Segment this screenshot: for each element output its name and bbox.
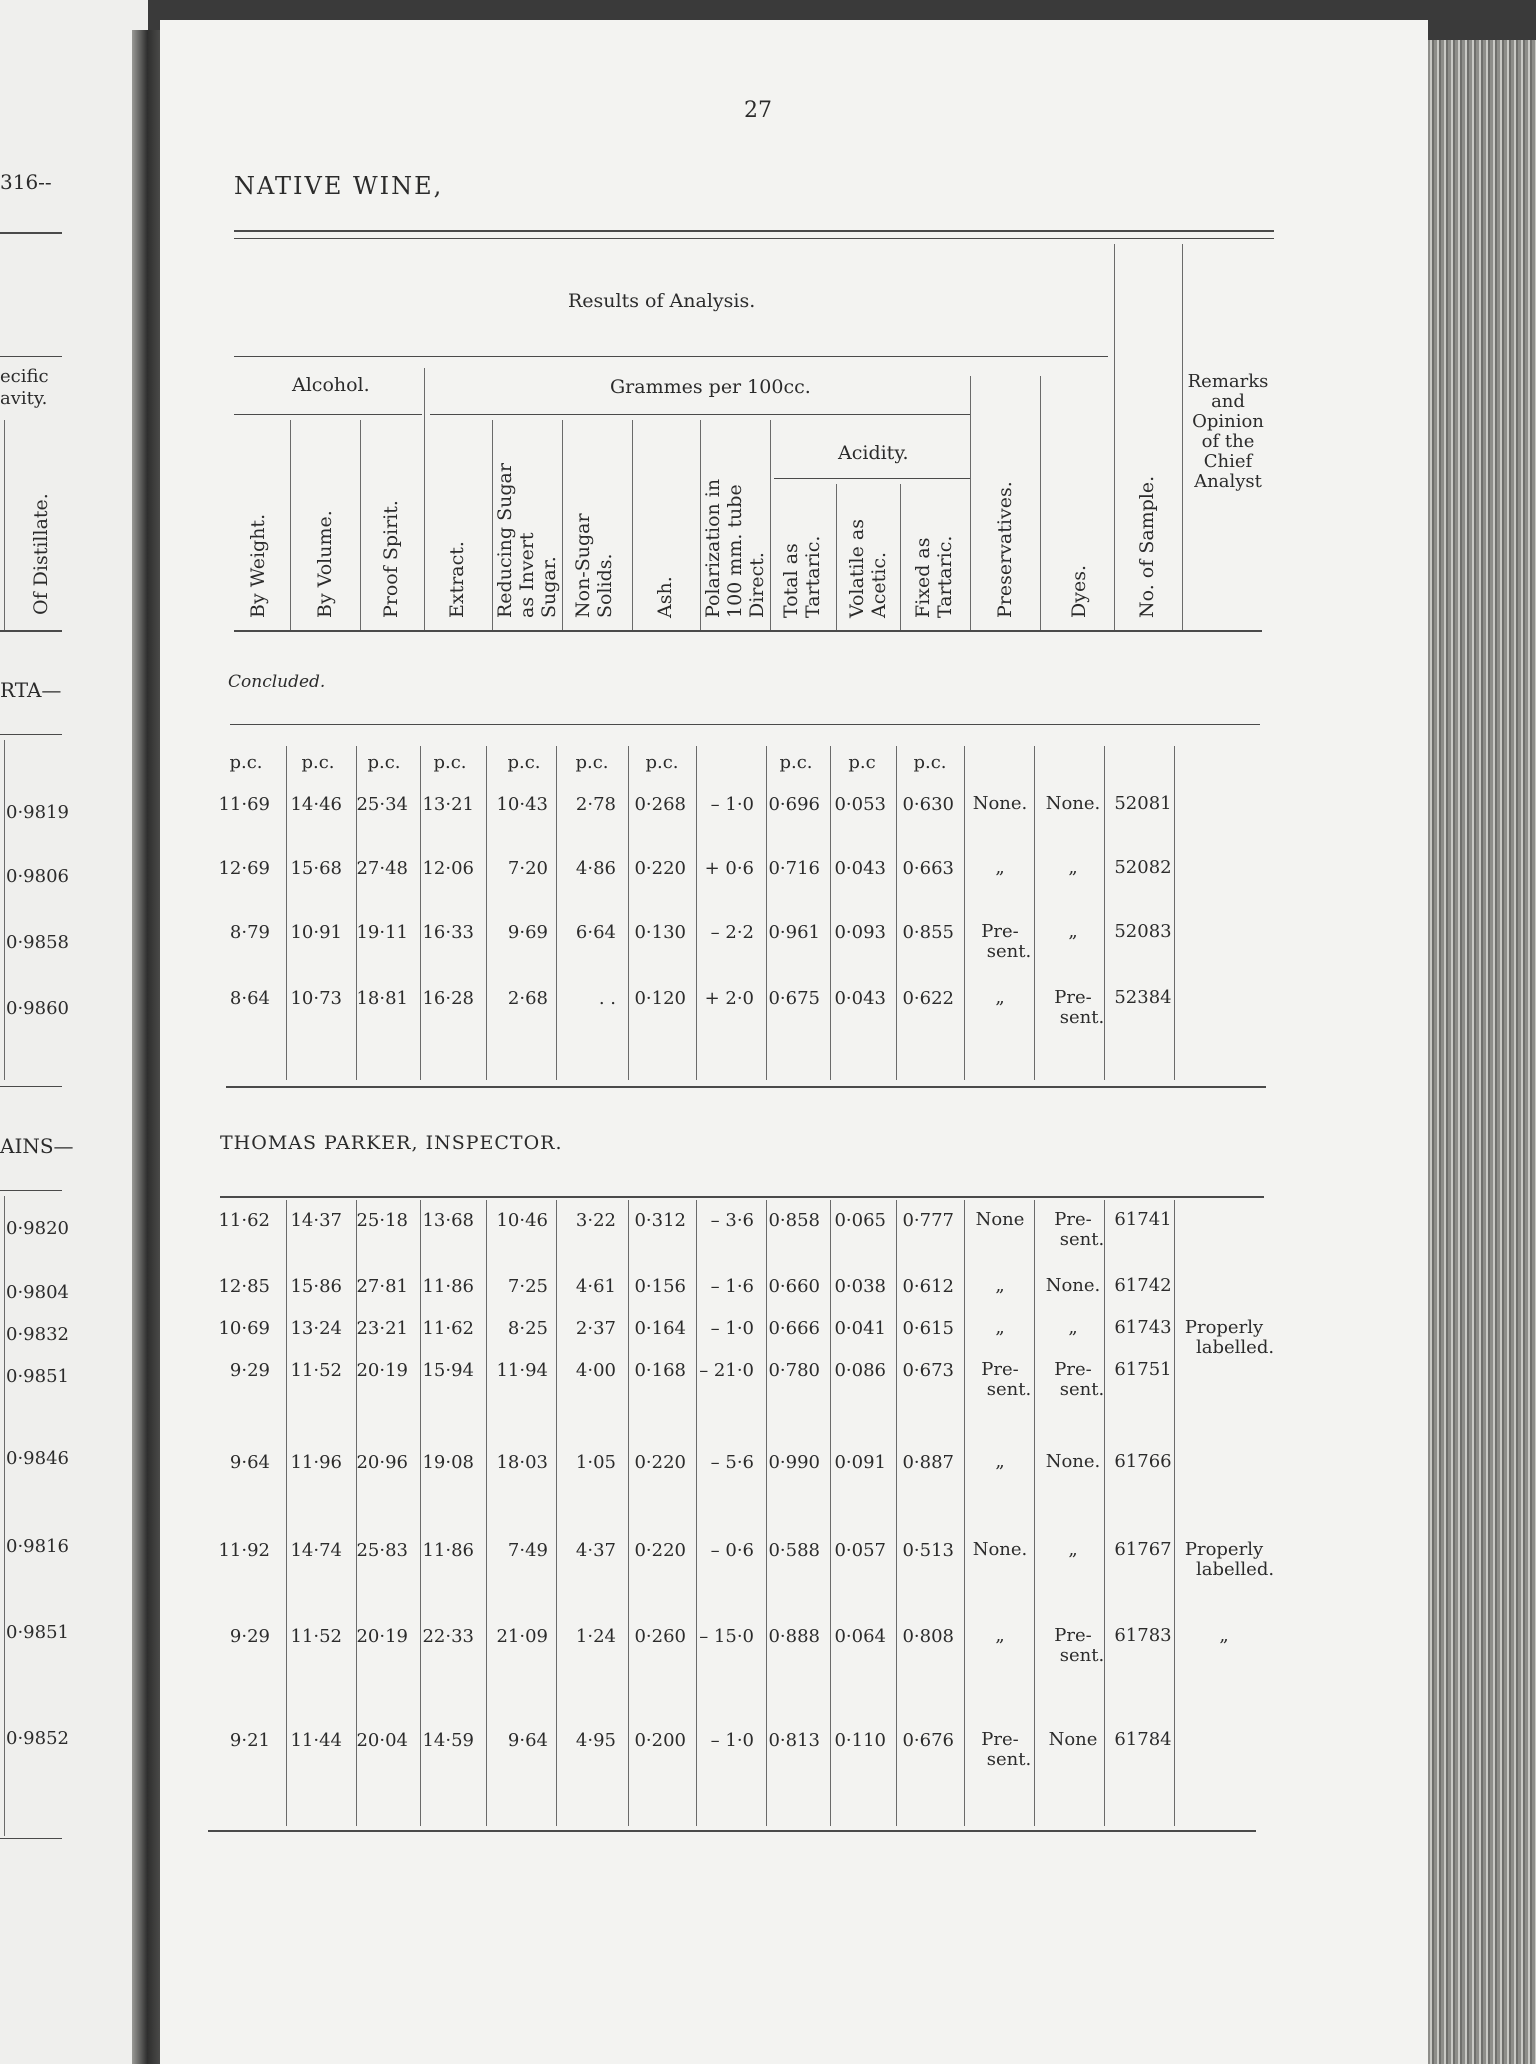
table-cell: 27·81	[356, 1276, 408, 1297]
col-total-tartaric: Total as Tartaric.	[780, 535, 824, 618]
left-value: 0·9858	[6, 932, 69, 953]
table-cell: 14·46	[290, 794, 342, 815]
table-cell: 11·86	[422, 1540, 474, 1561]
table-cell: 4·00	[575, 1360, 616, 1381]
alcohol-header: Alcohol.	[292, 374, 370, 396]
table-cell: 22·33	[422, 1626, 474, 1647]
left-col-rotated: Of Distillate.	[30, 493, 52, 615]
preservatives-cell: „	[995, 1625, 1005, 1646]
left-col-header-2: avity.	[0, 388, 48, 409]
table-cell: 9·29	[229, 1626, 270, 1647]
table-cell: 20·19	[356, 1626, 408, 1647]
table-cell: 0·220	[634, 1540, 686, 1561]
table-cell: 0·091	[834, 1452, 886, 1473]
page-edges	[1420, 40, 1536, 2064]
table-cell: 12·85	[218, 1276, 270, 1297]
left-header-fragment: 316--	[0, 170, 52, 194]
dyes-cell: „	[1068, 857, 1078, 878]
table-cell: 16·33	[422, 922, 474, 943]
preservatives-cell: None	[975, 1209, 1025, 1230]
table-cell: 0·041	[834, 1318, 886, 1339]
table-cell: 11·62	[218, 1210, 270, 1231]
table-cell: 9·64	[229, 1452, 270, 1473]
table-cell: 3·22	[575, 1210, 616, 1231]
concluded-label: Concluded.	[228, 672, 326, 692]
table-cell: 20·04	[356, 1730, 408, 1751]
table-cell: 0·990	[768, 1452, 820, 1473]
table-cell: 18·03	[496, 1452, 548, 1473]
table-cell: 0·673	[902, 1360, 954, 1381]
table-cell: 4·37	[575, 1540, 616, 1561]
table-cell: – 15·0	[699, 1626, 754, 1647]
table-cell: 0·268	[634, 794, 686, 815]
table-cell: 9·21	[229, 1730, 270, 1751]
table-cell: 1·05	[575, 1452, 616, 1473]
table-cell: 0·666	[768, 1318, 820, 1339]
table-cell: 13·24	[290, 1318, 342, 1339]
left-value: 0·9851	[6, 1366, 69, 1387]
table-cell: 0·220	[634, 1452, 686, 1473]
sample-no-cell: 52082	[1114, 857, 1172, 878]
unit-label: p.c.	[433, 752, 467, 773]
right-page	[160, 20, 1428, 2064]
table-cell: 27·48	[356, 858, 408, 879]
sample-no-cell: 61741	[1114, 1209, 1172, 1230]
grammes-header: Grammes per 100cc.	[610, 376, 811, 398]
table-cell: 15·68	[290, 858, 342, 879]
table-cell: 0·663	[902, 858, 954, 879]
table-cell: 0·043	[834, 988, 886, 1009]
preservatives-cell: „	[995, 1451, 1005, 1472]
table-cell: 0·513	[902, 1540, 954, 1561]
table-cell: 18·81	[356, 988, 408, 1009]
table-cell: 15·86	[290, 1276, 342, 1297]
unit-label: p.c.	[779, 752, 813, 773]
table-cell: 9·29	[229, 1360, 270, 1381]
table-cell: 0·615	[902, 1318, 954, 1339]
table-cell: 13·68	[422, 1210, 474, 1231]
col-non-sugar: Non-Sugar Solids.	[572, 513, 616, 618]
sample-no-cell: 52083	[1114, 921, 1172, 942]
table-cell: 0·588	[768, 1540, 820, 1561]
preservatives-cell: None.	[972, 1539, 1028, 1560]
col-dyes: Dyes.	[1068, 564, 1090, 618]
table-cell: 7·49	[507, 1540, 548, 1561]
table-cell: – 1·0	[710, 794, 754, 815]
acidity-header: Acidity.	[838, 442, 909, 464]
table-cell: 0·110	[834, 1730, 886, 1751]
table-cell: 7·25	[507, 1276, 548, 1297]
table-cell: 0·057	[834, 1540, 886, 1561]
table-cell: 0·065	[834, 1210, 886, 1231]
table-cell: 0·200	[634, 1730, 686, 1751]
sample-no-cell: 61784	[1114, 1729, 1172, 1750]
table-cell: – 1·6	[710, 1276, 754, 1297]
table-cell: 25·18	[356, 1210, 408, 1231]
unit-label: p.c.	[913, 752, 947, 773]
table-cell: 0·312	[634, 1210, 686, 1231]
table-cell: 9·64	[507, 1730, 548, 1751]
inspector-heading: THOMAS PARKER, INSPECTOR.	[220, 1132, 563, 1154]
col-by-volume: By Volume.	[314, 510, 336, 618]
unit-label: p.c.	[575, 752, 609, 773]
sample-no-cell: 52384	[1114, 987, 1172, 1008]
table-cell: 4·86	[575, 858, 616, 879]
left-section-2: AINS—	[0, 1134, 74, 1158]
table-cell: 0·622	[902, 988, 954, 1009]
left-value: 0·9832	[6, 1324, 69, 1345]
left-value: 0·9804	[6, 1282, 69, 1303]
table-cell: 0·675	[768, 988, 820, 1009]
left-value: 0·9851	[6, 1622, 69, 1643]
table-cell: – 1·0	[710, 1730, 754, 1751]
table-cell: 0·086	[834, 1360, 886, 1381]
left-value: 0·9816	[6, 1536, 69, 1557]
preservatives-cell: „	[995, 1275, 1005, 1296]
col-reducing-sugar: Reducing Sugar as Invert Sugar.	[494, 463, 560, 618]
dyes-cell: „	[1068, 921, 1078, 942]
table-cell: + 0·6	[704, 858, 754, 879]
table-cell: 0·064	[834, 1626, 886, 1647]
table-cell: – 5·6	[710, 1452, 754, 1473]
remarks-header: Remarks and Opinion of the Chief Analyst	[1187, 371, 1269, 492]
table-cell: 0·053	[834, 794, 886, 815]
table-cell: 8·25	[507, 1318, 548, 1339]
table-cell: 6·64	[575, 922, 616, 943]
table-cell: 11·69	[218, 794, 270, 815]
table-cell: 19·11	[356, 922, 408, 943]
col-polarization: Polarization in 100 mm. tube Direct.	[702, 478, 768, 618]
sample-no-cell: 61766	[1114, 1451, 1172, 1472]
dyes-cell: „	[1068, 1317, 1078, 1338]
left-value: 0·9806	[6, 866, 69, 887]
unit-label: p.c.	[301, 752, 335, 773]
table-cell: 11·96	[290, 1452, 342, 1473]
table-cell: 0·961	[768, 922, 820, 943]
dyes-cell: „	[1068, 1539, 1078, 1560]
table-cell: 10·73	[290, 988, 342, 1009]
remarks-cell: Properly labelled.	[1184, 1539, 1275, 1580]
table-cell: 0·120	[634, 988, 686, 1009]
table-cell: 2·37	[575, 1318, 616, 1339]
table-cell: 0·676	[902, 1730, 954, 1751]
sample-no-cell: 61743	[1114, 1317, 1172, 1338]
preservatives-cell: „	[995, 987, 1005, 1008]
table-cell: 0·716	[768, 858, 820, 879]
sample-no-cell: 61751	[1114, 1359, 1172, 1380]
table-cell: 7·20	[507, 858, 548, 879]
table-cell: – 21·0	[699, 1360, 754, 1381]
table-cell: 4·61	[575, 1276, 616, 1297]
sample-no-cell: 61783	[1114, 1625, 1172, 1646]
table-cell: 2·78	[575, 794, 616, 815]
table-cell: . .	[598, 988, 616, 1009]
table-cell: 0·696	[768, 794, 820, 815]
unit-label: p.c.	[645, 752, 679, 773]
table-cell: 9·69	[507, 922, 548, 943]
table-cell: 0·887	[902, 1452, 954, 1473]
left-value: 0·9819	[6, 802, 69, 823]
dyes-cell: Pre- sent.	[1054, 1359, 1105, 1400]
table-cell: 0·093	[834, 922, 886, 943]
table-cell: 14·59	[422, 1730, 474, 1751]
table-cell: 0·612	[902, 1276, 954, 1297]
table-cell: 0·660	[768, 1276, 820, 1297]
table-cell: + 2·0	[704, 988, 754, 1009]
preservatives-cell: Pre- sent.	[981, 921, 1032, 962]
table-cell: 0·808	[902, 1626, 954, 1647]
table-cell: 0·888	[768, 1626, 820, 1647]
table-cell: – 3·6	[710, 1210, 754, 1231]
unit-label: p.c.	[229, 752, 263, 773]
table-cell: 0·777	[902, 1210, 954, 1231]
table-cell: 12·06	[422, 858, 474, 879]
unit-label: p.c	[848, 752, 876, 773]
table-cell: 0·168	[634, 1360, 686, 1381]
left-col-header-1: ecific	[0, 366, 49, 387]
sample-no-cell: 61767	[1114, 1539, 1172, 1560]
sample-no-cell: 61742	[1114, 1275, 1172, 1296]
table-cell: 10·43	[496, 794, 548, 815]
table-cell: 0·260	[634, 1626, 686, 1647]
table-cell: 11·52	[290, 1360, 342, 1381]
table-cell: 0·813	[768, 1730, 820, 1751]
table-cell: 0·130	[634, 922, 686, 943]
preservatives-cell: Pre- sent.	[981, 1729, 1032, 1770]
table-cell: 2·68	[507, 988, 548, 1009]
table-cell: 14·37	[290, 1210, 342, 1231]
table-cell: 8·79	[229, 922, 270, 943]
table-cell: 13·21	[422, 794, 474, 815]
col-fixed-tartaric: Fixed as Tartaric.	[912, 535, 956, 618]
col-sample-no: No. of Sample.	[1136, 475, 1158, 618]
col-volatile-acetic: Volatile as Acetic.	[846, 519, 890, 618]
table-cell: 14·74	[290, 1540, 342, 1561]
table-cell: 11·62	[422, 1318, 474, 1339]
left-value: 0·9820	[6, 1218, 69, 1239]
col-proof-spirit: Proof Spirit.	[380, 500, 402, 618]
dyes-cell: Pre- sent.	[1054, 1625, 1105, 1666]
col-by-weight: By Weight.	[247, 513, 269, 618]
table-cell: 21·09	[496, 1626, 548, 1647]
left-value: 0·9860	[6, 998, 69, 1019]
table-cell: 0·220	[634, 858, 686, 879]
table-cell: 11·86	[422, 1276, 474, 1297]
table-cell: 10·69	[218, 1318, 270, 1339]
table-cell: 20·96	[356, 1452, 408, 1473]
table-cell: – 2·2	[710, 922, 754, 943]
page-title: NATIVE WINE,	[234, 172, 444, 200]
unit-label: p.c.	[367, 752, 401, 773]
table-cell: 10·46	[496, 1210, 548, 1231]
dyes-cell: Pre- sent.	[1054, 987, 1105, 1028]
table-cell: 20·19	[356, 1360, 408, 1381]
dyes-cell: None	[1048, 1729, 1098, 1750]
preservatives-cell: „	[995, 857, 1005, 878]
table-cell: 10·91	[290, 922, 342, 943]
preservatives-cell: Pre- sent.	[981, 1359, 1032, 1400]
dyes-cell: None.	[1045, 1275, 1101, 1296]
preservatives-cell: „	[995, 1317, 1005, 1338]
table-cell: 0·780	[768, 1360, 820, 1381]
table-cell: 0·630	[902, 794, 954, 815]
remarks-cell: Properly labelled.	[1184, 1317, 1275, 1358]
table-cell: 25·34	[356, 794, 408, 815]
preservatives-cell: None.	[972, 793, 1028, 814]
table-cell: 11·92	[218, 1540, 270, 1561]
dyes-cell: None.	[1045, 1451, 1101, 1472]
col-ash: Ash.	[654, 576, 676, 618]
col-extract: Extract.	[446, 541, 468, 618]
table-cell: 11·52	[290, 1626, 342, 1647]
table-cell: 16·28	[422, 988, 474, 1009]
remarks-cell: „	[1219, 1625, 1229, 1646]
unit-label: p.c.	[507, 752, 541, 773]
dyes-cell: None.	[1045, 793, 1101, 814]
left-section-1: RTA—	[0, 678, 62, 702]
table-cell: 12·69	[218, 858, 270, 879]
table-cell: 11·44	[290, 1730, 342, 1751]
table-cell: 0·855	[902, 922, 954, 943]
table-cell: 19·08	[422, 1452, 474, 1473]
table-cell: 25·83	[356, 1540, 408, 1561]
table-cell: 4·95	[575, 1730, 616, 1751]
table-cell: – 1·0	[710, 1318, 754, 1339]
table-cell: 15·94	[422, 1360, 474, 1381]
results-header: Results of Analysis.	[568, 290, 756, 312]
table-cell: 11·94	[496, 1360, 548, 1381]
table-cell: – 0·6	[710, 1540, 754, 1561]
page-number: 27	[744, 98, 772, 123]
table-cell: 0·156	[634, 1276, 686, 1297]
left-page	[0, 0, 148, 2064]
left-value: 0·9852	[6, 1728, 69, 1749]
dyes-cell: Pre- sent.	[1054, 1209, 1105, 1250]
table-cell: 0·164	[634, 1318, 686, 1339]
table-cell: 0·043	[834, 858, 886, 879]
table-cell: 1·24	[575, 1626, 616, 1647]
table-cell: 0·858	[768, 1210, 820, 1231]
left-value: 0·9846	[6, 1448, 69, 1469]
table-cell: 0·038	[834, 1276, 886, 1297]
table-cell: 8·64	[229, 988, 270, 1009]
sample-no-cell: 52081	[1114, 793, 1172, 814]
table-cell: 23·21	[356, 1318, 408, 1339]
col-preservatives: Preservatives.	[994, 481, 1016, 618]
